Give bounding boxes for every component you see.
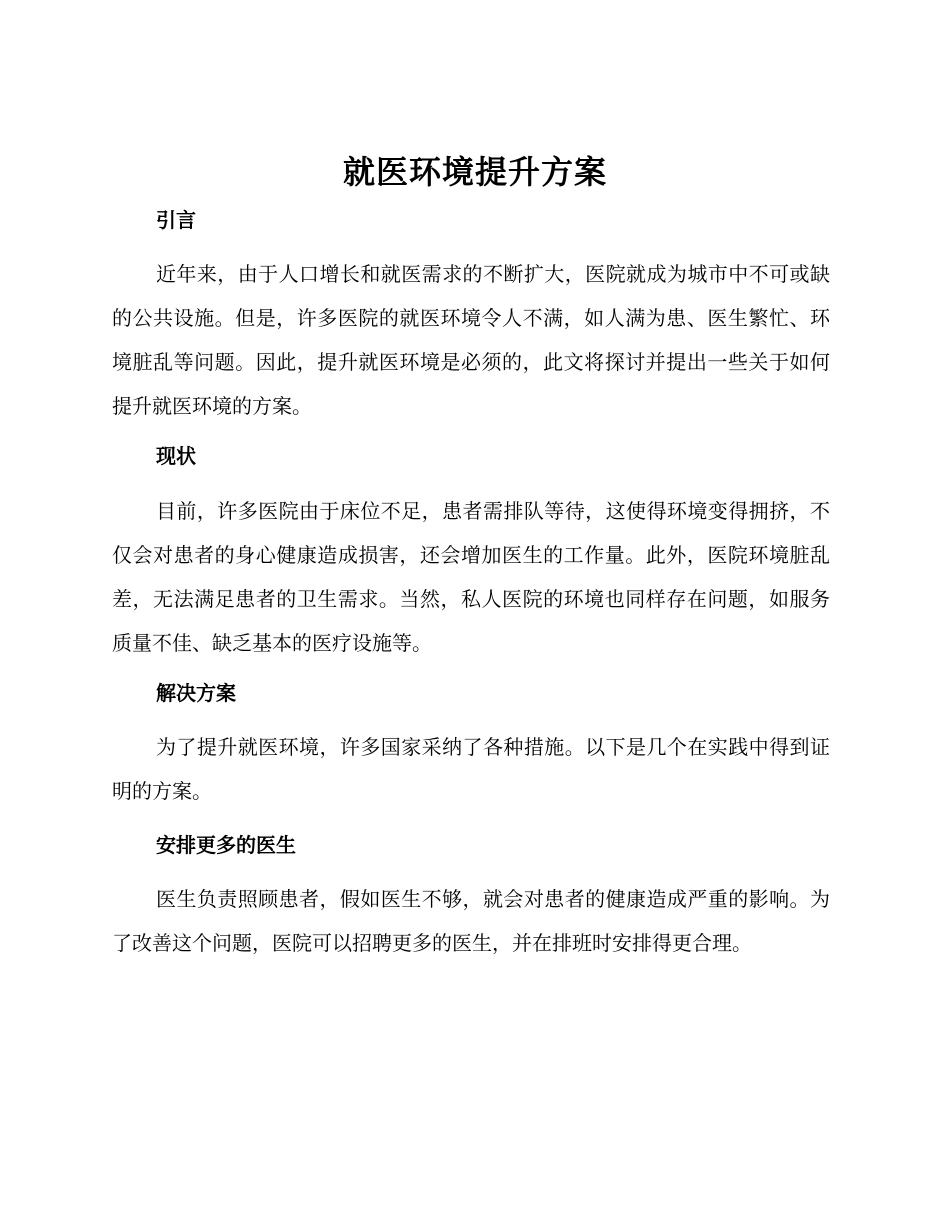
section-paragraph-solutions: 为了提升就医环境，许多国家采纳了各种措施。以下是几个在实践中得到证明的方案。 bbox=[112, 735, 830, 803]
section-heading-intro: 引言 bbox=[156, 208, 196, 232]
section-paragraph-intro: 近年来，由于人口增长和就医需求的不断扩大，医院就成为城市中不可或缺的公共设施。但是，许多医院的就医环境令人不满，如人满为患、医生繁忙、环境脏乱等问题。因此，提升就医环境是必须的，此文将探讨并提出一些关于如何提升就医环境的方案。 bbox=[112, 262, 830, 418]
section-paragraph-status: 目前，许多医院由于床位不足，患者需排队等待，这使得环境变得拥挤，不仅会对患者的身心健康造成损害，还会增加医生的工作量。此外，医院环境脏乱差，无法满足患者的卫生需求。当然，私人医院的环境也同样存在问题，如服务质量不佳、缺乏基本的医疗设施等。 bbox=[112, 499, 830, 655]
section-heading-more-doctors: 安排更多的医生 bbox=[156, 833, 296, 857]
document-title: 就医环境提升方案 bbox=[342, 153, 607, 191]
section-heading-solutions: 解决方案 bbox=[156, 681, 236, 705]
section-heading-status: 现状 bbox=[156, 444, 196, 468]
section-paragraph-more-doctors: 医生负责照顾患者，假如医生不够，就会对患者的健康造成严重的影响。为了改善这个问题，医院可以招聘更多的医生，并在排班时安排得更合理。 bbox=[112, 887, 830, 955]
